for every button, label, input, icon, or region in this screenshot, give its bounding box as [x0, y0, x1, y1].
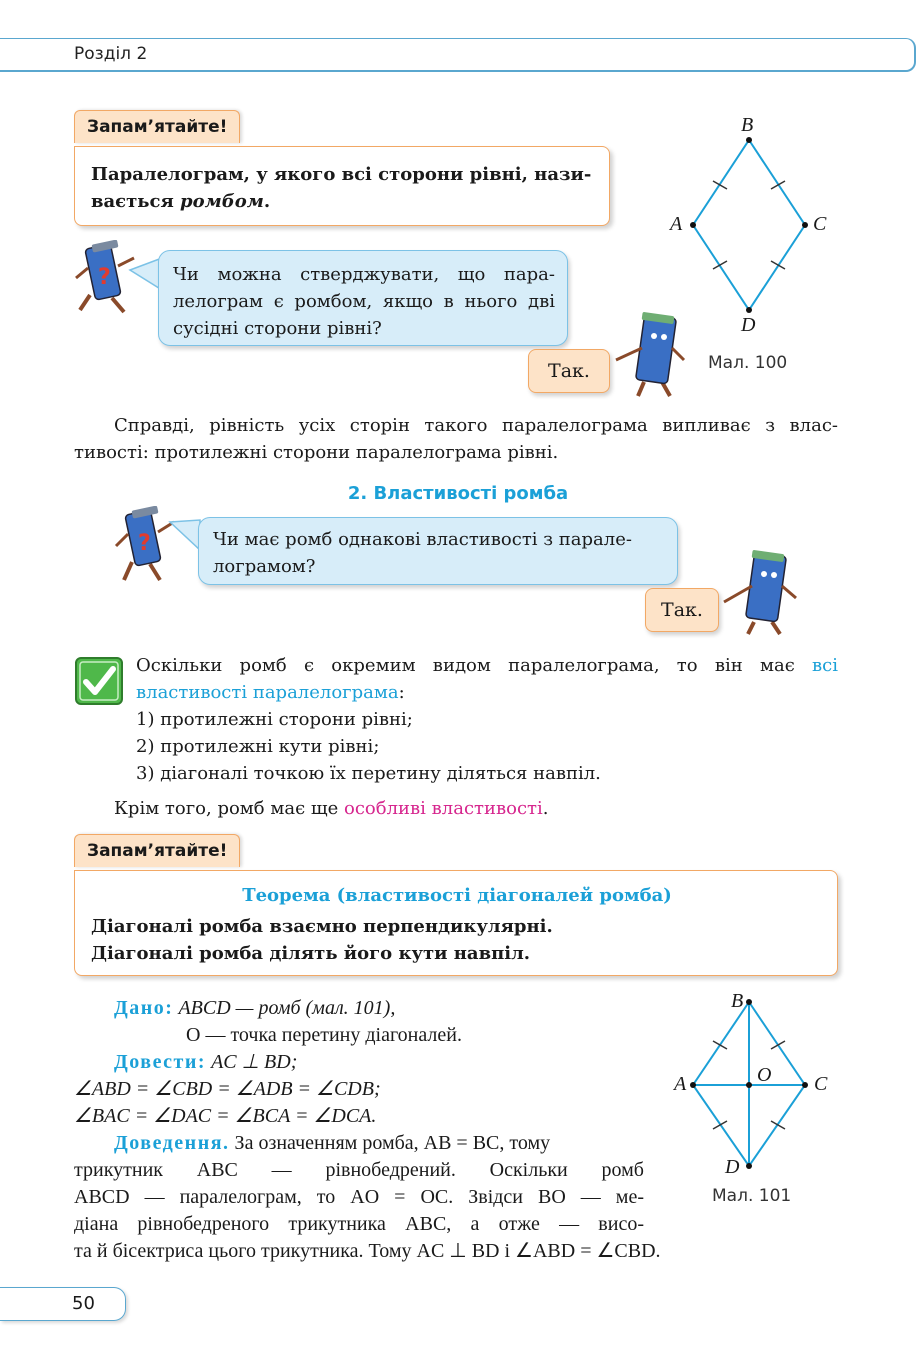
svg-text:?: ?	[138, 531, 151, 556]
checkmark-icon	[74, 656, 124, 706]
section-2-title: 2. Властивості ромба	[347, 483, 569, 504]
properties-intro-line-2: властивості паралелограма:	[136, 682, 405, 703]
section-title: Розділ 2	[74, 44, 148, 64]
figure-101-caption: Мал. 101	[712, 1186, 792, 1206]
definition-line-2: вається ромбом.	[91, 191, 271, 212]
proof-block	[74, 995, 661, 1265]
link-special-properties[interactable]: особливі властивості	[344, 798, 543, 819]
special-properties-line: Крім того, ромб має ще особливі властивості.	[114, 798, 549, 819]
page-number: 50	[72, 1293, 95, 1314]
term-rhombus: ромбом	[180, 191, 264, 212]
answer-character-icon	[608, 312, 688, 398]
fig101-label-b: B	[731, 990, 744, 1012]
theorem-line-2: Діагоналі ромба ділять його кути навпіл.	[91, 943, 531, 964]
fig101-label-o: O	[757, 1064, 772, 1086]
prove-line-2: ∠ABD = ∠CBD = ∠ADB = ∠CDB;	[74, 1078, 381, 1100]
prove-line-3: ∠BAC = ∠DAC = ∠BCA = ∠DCA.	[74, 1105, 377, 1127]
answer-bubble-1: Так.	[528, 349, 610, 393]
link-parallelogram-properties[interactable]: властивості паралелограма	[136, 682, 399, 703]
proof-line-3: ABCD — паралелограм, то AO = OC. Звідси BO — ме-	[74, 1186, 644, 1208]
svg-text:?: ?	[98, 265, 111, 290]
paragraph-1-line-2: тивості: протилежні сторони паралелограма рівні.	[74, 442, 559, 463]
paragraph-1	[74, 412, 838, 466]
proof-line-5: та й бісектриса цього трикутника. Тому AC ⊥ BD і ∠ABD = ∠CBD.	[74, 1240, 661, 1262]
question-1-line-3: сусідні сторони рівні?	[173, 318, 382, 339]
theorem-box	[74, 870, 838, 976]
page-number-tab	[0, 1287, 126, 1321]
theorem-title: Теорема (властивості діагоналей ромба)	[242, 885, 672, 906]
given-line-1: Дано: ABCD — ромб (мал. 101),	[114, 997, 396, 1019]
fig100-label-c: C	[813, 213, 827, 235]
proof-line-4: діана рівнобедреного трикутника ABC, а отже — висо-	[74, 1213, 644, 1235]
figure-100-caption: Мал. 100	[708, 353, 788, 373]
fig101-label-a: A	[674, 1073, 687, 1095]
question-bubble-2	[198, 517, 678, 585]
definition-line-1: Паралелограм, у якого всі сторони рівні, нази-	[91, 164, 592, 185]
definition-box	[74, 146, 610, 226]
fig100-label-d: D	[741, 314, 756, 336]
answer-character-icon	[714, 550, 804, 636]
property-item-2: 2) протилежні кути рівні;	[136, 736, 380, 757]
question-2-line-2: лограмом?	[213, 556, 316, 577]
fig101-label-c: C	[814, 1073, 828, 1095]
remember-tag: Запам’ятайте!	[74, 834, 240, 867]
fig100-label-b: B	[741, 114, 754, 136]
property-item-1: 1) протилежні сторони рівні;	[136, 709, 413, 730]
property-item-3: 3) діагоналі точкою їх перетину діляться навпіл.	[136, 763, 601, 784]
properties-intro-line-1: Оскільки ромб є окремим видом паралелограма, то він має всі	[136, 655, 838, 676]
proof-line-2: трикутник ABC — рівнобедрений. Оскільки ромб	[74, 1159, 644, 1181]
answer-bubble-2: Так.	[645, 588, 719, 632]
question-2-line-1: Чи має ромб однакові властивості з парале-	[213, 529, 632, 550]
fig100-label-a: A	[670, 213, 683, 235]
question-1-line-2: лелограм є ромбом, якщо в нього дві	[173, 291, 555, 312]
figure-101-rhombus	[660, 990, 840, 1175]
proof-line-1: Доведення. За означенням ромба, AB = BC, тому	[114, 1132, 551, 1154]
prove-line-1: Довести: AC ⊥ BD;	[114, 1051, 298, 1073]
question-bubble-1	[158, 250, 568, 346]
properties-block	[136, 652, 838, 787]
fig101-label-d: D	[725, 1156, 740, 1178]
paragraph-1-line-1: Справді, рівність усіх сторін такого паралелограма випливає з влас-	[114, 415, 838, 436]
remember-tag: Запам’ятайте!	[74, 110, 240, 143]
theorem-line-1: Діагоналі ромба взаємно перпендикулярні.	[91, 916, 553, 937]
question-1-line-1: Чи можна стверджувати, що пара-	[173, 264, 555, 285]
given-line-2: O — точка перетину діагоналей.	[186, 1024, 462, 1046]
